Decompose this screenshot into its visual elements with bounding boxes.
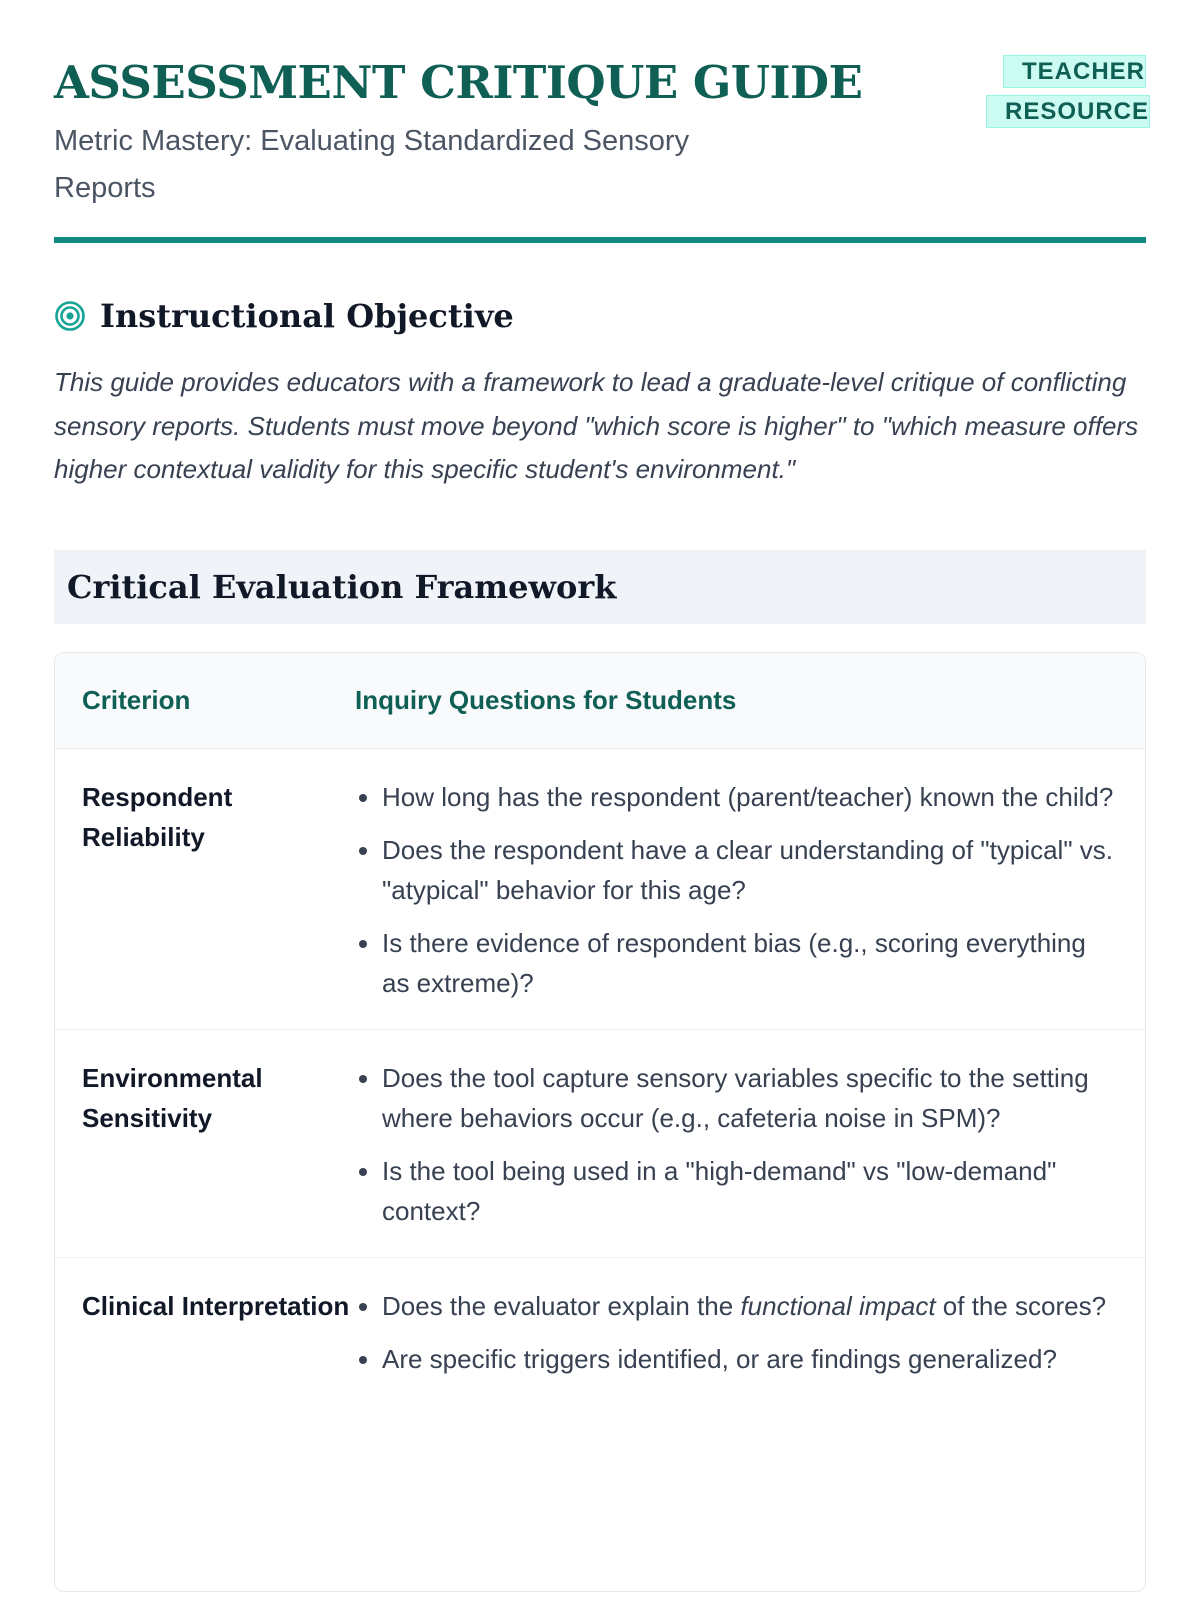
column-header-questions: Inquiry Questions for Students bbox=[355, 653, 1145, 749]
objective-section bbox=[54, 297, 1146, 492]
question-item: • Is the tool being used in a "high-demand" vs "low-demand" context? bbox=[382, 1151, 1115, 1231]
objective-heading bbox=[54, 297, 1146, 335]
framework-table-container bbox=[54, 652, 1146, 1592]
table-row bbox=[55, 1257, 1145, 1405]
page-subtitle: Metric Mastery: Evaluating Standardized Sensory Reports bbox=[54, 125, 690, 204]
question-list bbox=[355, 1058, 1115, 1231]
questions-cell bbox=[355, 1257, 1145, 1405]
document-header bbox=[54, 54, 1150, 243]
criterion-cell: Respondent Reliability bbox=[55, 748, 355, 1029]
framework-heading: Critical Evaluation Framework bbox=[54, 550, 1146, 624]
criterion-cell: Environmental Sensitivity bbox=[55, 1029, 355, 1257]
table-row bbox=[55, 748, 1145, 1029]
objective-text: This guide provides educators with a framework to lead a graduate-level critique of conflicting sensory reports. Students must move beyond "which score is higher" to "which measure offers higher contextual validity for this specific student's environment." bbox=[54, 367, 1139, 484]
target-icon bbox=[54, 300, 86, 332]
questions-cell bbox=[355, 748, 1145, 1029]
question-list bbox=[355, 1286, 1115, 1379]
question-item: • How long has the respondent (parent/teacher) known the child? bbox=[382, 777, 1115, 817]
question-item: • Does the respondent have a clear understanding of "typical" vs. "atypical" behavior for this age? bbox=[382, 830, 1115, 910]
page-title: ASSESSMENT CRITIQUE GUIDE bbox=[54, 56, 863, 109]
table-header-row bbox=[55, 653, 1145, 749]
teacher-resource-badge bbox=[986, 52, 1150, 132]
framework-table bbox=[55, 653, 1145, 1405]
questions-cell bbox=[355, 1029, 1145, 1257]
question-item: • Is there evidence of respondent bias (e.g., scoring everything as extreme)? bbox=[382, 923, 1115, 1003]
column-header-criterion: Criterion bbox=[55, 653, 355, 749]
objective-heading-text: Instructional Objective bbox=[100, 297, 514, 335]
question-list bbox=[355, 777, 1115, 1003]
table-row bbox=[55, 1029, 1145, 1257]
question-item: • Does the tool capture sensory variables specific to the setting where behaviors occur (e.g., cafeteria noise in SPM)? bbox=[382, 1058, 1115, 1138]
question-item: • Are specific triggers identified, or are findings generalized? bbox=[382, 1339, 1115, 1379]
criterion-cell: Clinical Interpretation bbox=[82, 1290, 350, 1321]
question-item: • Does the evaluator explain the functional impact of the scores? bbox=[382, 1286, 1115, 1326]
badge-label: TEACHER RESOURCE bbox=[986, 55, 1150, 128]
